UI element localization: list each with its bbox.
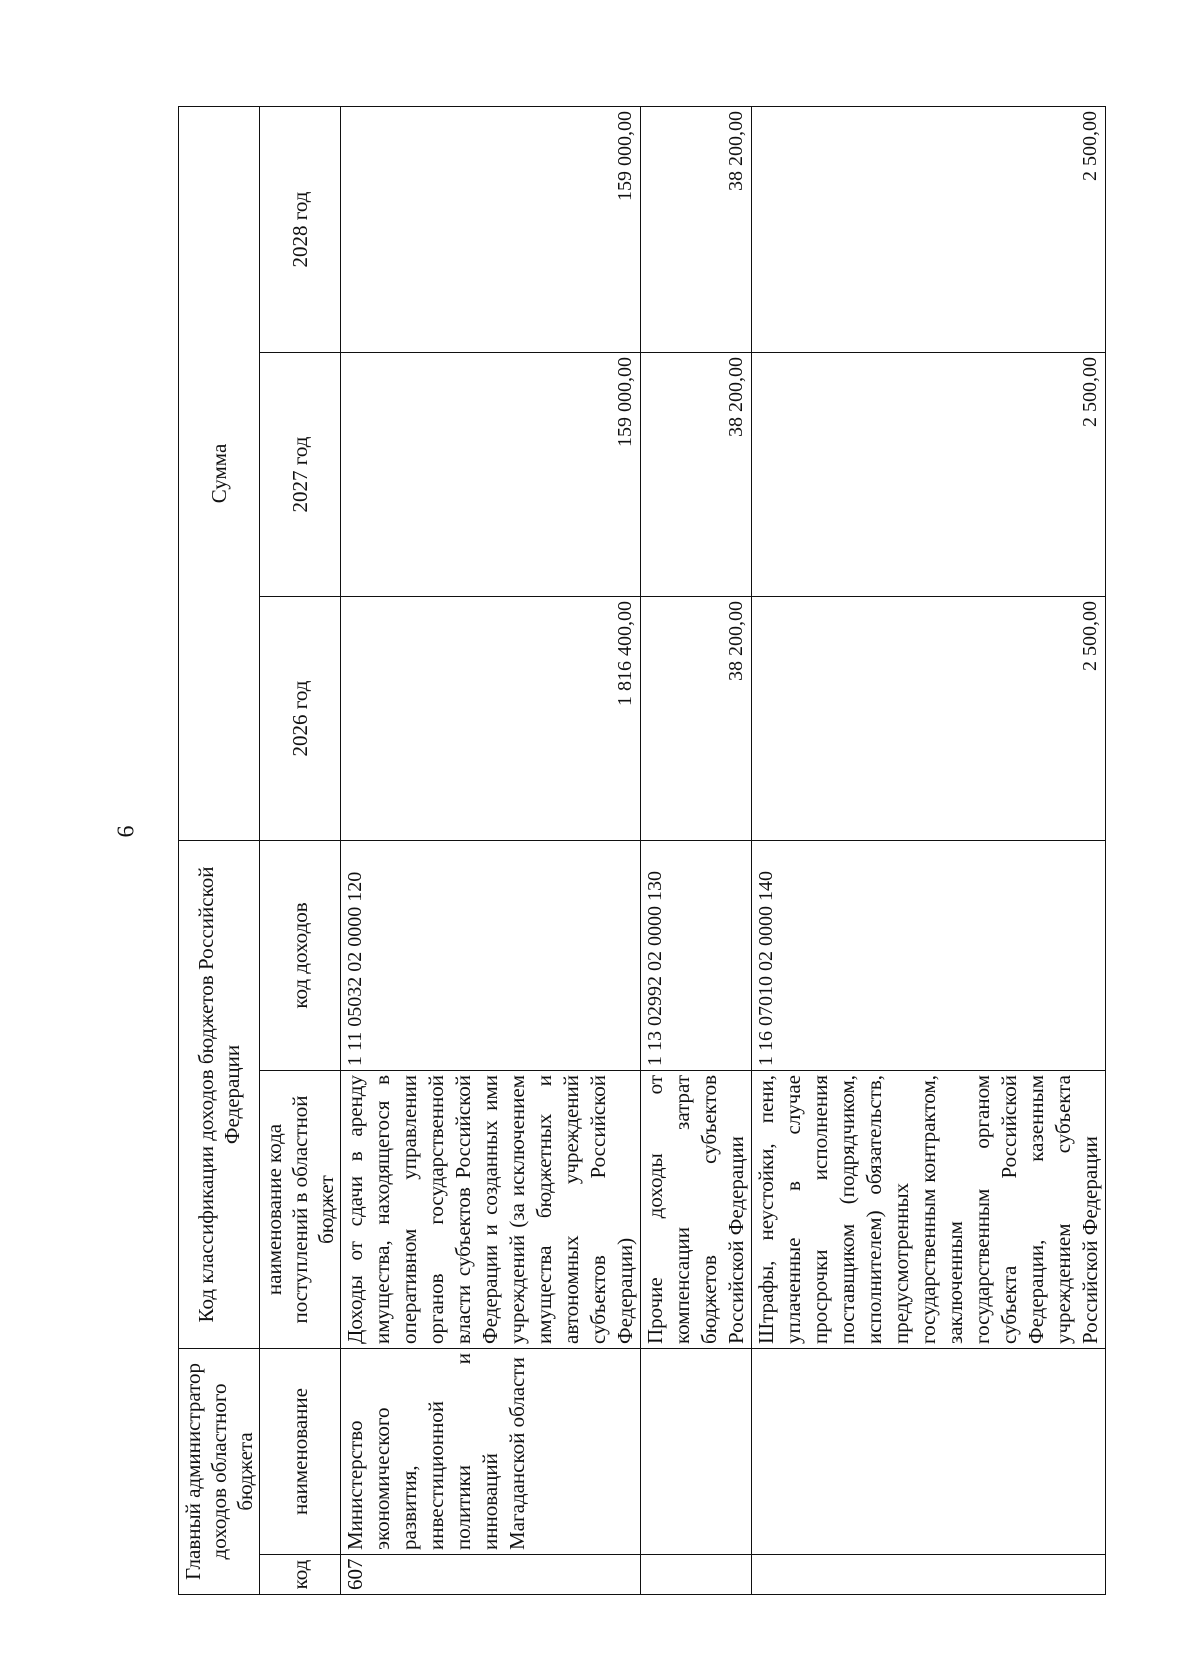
income-name-cell: Штрафы, неустойки, пени, уплаченные в случае просрочки исполнения поставщиком (подрядчиком, исполнителем) обязательств, предусмотренных государственным контрактом, заключенным государственным органом субъекта Российской Федерации, казенным учреждением субъекта Российской Федерации — [752, 1071, 1106, 1349]
amount-2026-cell: 2 500,00 — [752, 596, 1106, 840]
amount-2028-cell: 159 000,00 — [341, 106, 641, 352]
header-admin-code: код — [260, 1555, 341, 1595]
income-code-cell: 1 16 07010 02 0000 140 — [752, 840, 1106, 1070]
header-year-2028: 2028 год — [260, 106, 341, 352]
revenue-classification-table — [178, 106, 1106, 1595]
admin-name-cell: Министерство экономического развития, инвестиционной политики и инноваций Магаданской области — [341, 1349, 641, 1555]
table-row — [341, 106, 641, 1594]
header-income-name: наименование кода поступлений в областной бюджет — [260, 1071, 341, 1349]
header-year-2027: 2027 год — [260, 352, 341, 596]
admin-name-cell — [641, 1349, 752, 1555]
admin-code-cell: 607 — [341, 1555, 641, 1595]
admin-code-cell — [641, 1555, 752, 1595]
amount-2028-cell: 2 500,00 — [752, 106, 1106, 352]
header-classification-group: Код классификации доходов бюджетов Российской Федерации — [179, 840, 260, 1348]
admin-name-cell — [752, 1349, 1106, 1555]
income-code-cell: 1 13 02992 02 0000 130 — [641, 840, 752, 1070]
rotated-table-container — [178, 107, 1102, 1595]
income-name-cell: Доходы от сдачи в аренду имущества, находящегося в оперативном управлении органов государственной власти субъектов Российской Федерации и созданных ими учреждений (за исключением имущества бюджетных и автономных учреждений субъектов Российской Федерации) — [341, 1071, 641, 1349]
table-row — [752, 106, 1106, 1594]
header-admin-group: Главный администратор доходов областного бюджета — [179, 1349, 260, 1595]
amount-2026-cell: 1 816 400,00 — [341, 596, 641, 840]
header-income-code: код доходов — [260, 840, 341, 1070]
header-year-2026: 2026 год — [260, 596, 341, 840]
header-sum-group: Сумма — [179, 106, 260, 840]
income-name-cell: Прочие доходы от компенсации затрат бюджетов субъектов Российской Федерации — [641, 1071, 752, 1349]
amount-2027-cell: 38 200,00 — [641, 352, 752, 596]
page-number: 6 — [113, 825, 140, 838]
header-row-1 — [179, 106, 260, 1594]
header-admin-name: наименование — [260, 1349, 341, 1555]
amount-2027-cell: 159 000,00 — [341, 352, 641, 596]
amount-2028-cell: 38 200,00 — [641, 106, 752, 352]
amount-2026-cell: 38 200,00 — [641, 596, 752, 840]
income-code-cell: 1 11 05032 02 0000 120 — [341, 840, 641, 1070]
header-row-2 — [260, 106, 341, 1594]
amount-2027-cell: 2 500,00 — [752, 352, 1106, 596]
table-row — [641, 106, 752, 1594]
admin-code-cell — [752, 1555, 1106, 1595]
